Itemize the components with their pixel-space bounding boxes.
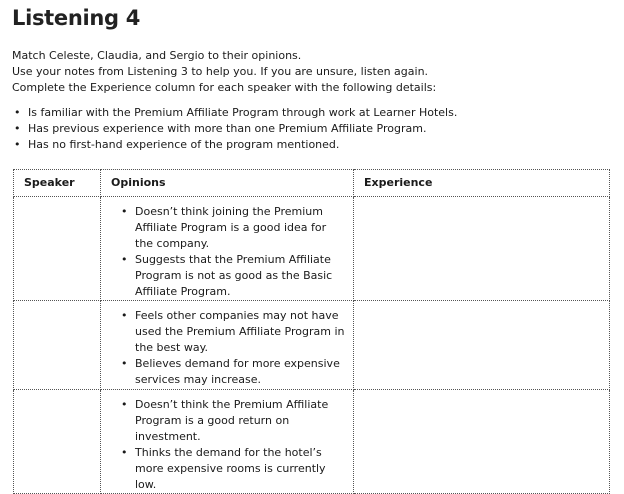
header-speaker: Speaker [14,170,101,197]
opinions-cell [101,390,354,494]
detail-item: • Has previous experience with more than one Premium Affiliate Program. [12,121,612,137]
experience-cell[interactable] [354,197,610,301]
worksheet [12,4,612,491]
instruction-line: Match Celeste, Claudia, and Sergio to their opinions. [12,49,302,62]
header-opinions: Opinions [101,170,354,197]
instructions [12,48,612,96]
instruction-line: Use your notes from Listening 3 to help you. If you are unsure, listen again. [12,65,429,78]
detail-item: • Has no first-hand experience of the program mentioned. [12,137,612,153]
opinion-item: • Suggests that the Premium Affiliate Program is not as good as the Basic Affiliate Program. [121,252,347,300]
experience-details-list [12,105,612,153]
opinion-item: • Feels other companies may not have used the Premium Affiliate Program in the best way. [121,308,347,356]
experience-cell[interactable] [354,301,610,390]
table-row [14,301,610,390]
speaker-cell[interactable] [14,301,101,390]
experience-cell[interactable] [354,390,610,494]
table-header-row [14,170,610,197]
header-experience: Experience [354,170,610,197]
opinion-item: • Thinks the demand for the hotel’s more expensive rooms is currently low. [121,445,347,493]
speaker-cell[interactable] [14,390,101,494]
table-row [14,390,610,494]
opinions-cell [101,301,354,390]
opinion-item: • Believes demand for more expensive services may increase. [121,356,347,388]
detail-item: • Is familiar with the Premium Affiliate Program through work at Learner Hotels. [12,105,612,121]
instruction-line: Complete the Experience column for each speaker with the following details: [12,81,437,94]
matching-table [13,169,610,494]
opinion-item: • Doesn’t think joining the Premium Affiliate Program is a good idea for the company. [121,204,347,252]
speaker-cell[interactable] [14,197,101,301]
table-row [14,197,610,301]
opinion-item: • Doesn’t think the Premium Affiliate Program is a good return on investment. [121,397,347,445]
opinions-cell [101,197,354,301]
page-title: Listening 4 [12,6,141,30]
